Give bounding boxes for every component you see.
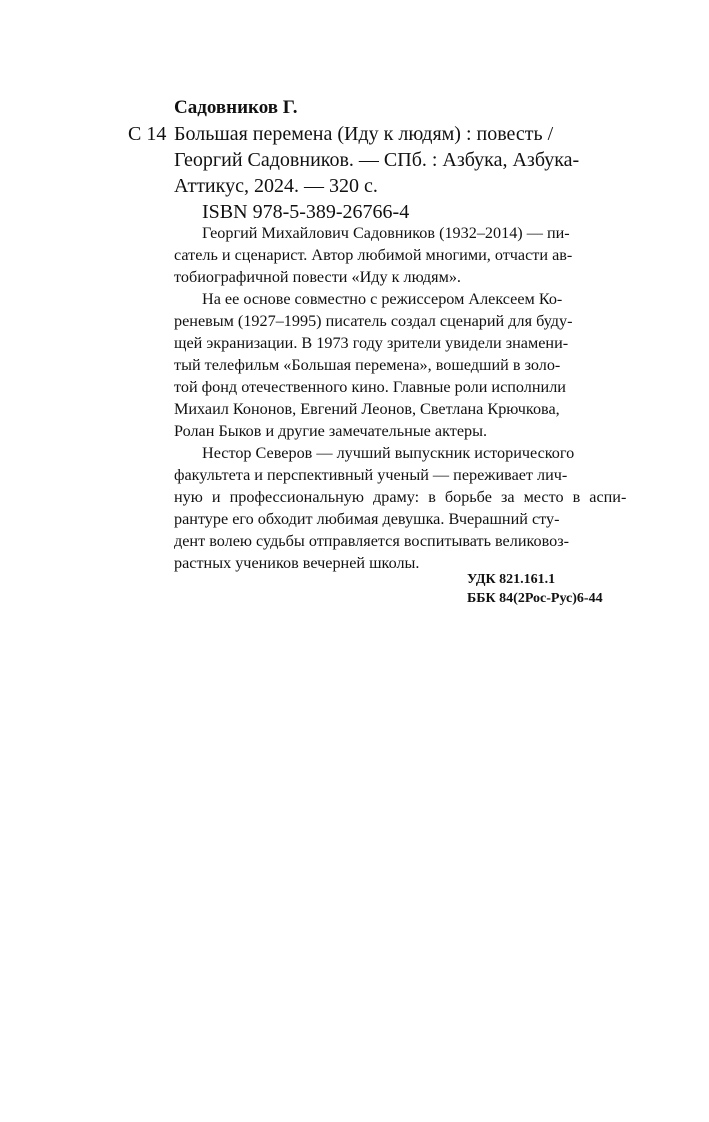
annotation-line: Нестор Северов — лучший выпускник исторического bbox=[202, 444, 575, 462]
annotation-line: Георгий Михайлович Садовников (1932–2014) — пи- bbox=[202, 224, 570, 242]
annotation-line: Михаил Кононов, Евгений Леонов, Светлана Крючкова, bbox=[174, 400, 560, 418]
annotation-line: реневым (1927–1995) писатель создал сценарий для буду- bbox=[174, 312, 573, 330]
annotation-line: щей экранизации. В 1973 году зрители увидели знамени- bbox=[174, 334, 569, 352]
title-line: Георгий Садовников. — СПб. : Азбука, Азбука- bbox=[174, 149, 580, 171]
title-line: Аттикус, 2024. — 320 с. bbox=[174, 175, 378, 197]
annotation-line: сатель и сценарист. Автор любимой многими, отчасти ав- bbox=[174, 246, 573, 264]
annotation-line: факультета и перспективный ученый — переживает лич- bbox=[174, 466, 568, 484]
annotation-line: Ролан Быков и другие замечательные актеры. bbox=[174, 422, 488, 440]
annotation-line: той фонд отечественного кино. Главные роли исполнили bbox=[174, 378, 566, 396]
annotation-line: тый телефильм «Большая перемена», вошедший в золо- bbox=[174, 356, 561, 374]
bbk-code: ББК 84(2Рос-Рус)6-44 bbox=[467, 591, 603, 606]
annotation-line: растных учеников вечерней школы. bbox=[174, 554, 420, 572]
author-mark: С 14 bbox=[128, 123, 167, 145]
udk-code: УДК 821.161.1 bbox=[467, 572, 556, 587]
annotation-line: На ее основе совместно с режиссером Алексеем Ко- bbox=[202, 290, 563, 308]
title-line: Большая перемена (Иду к людям) : повесть / bbox=[174, 123, 554, 145]
author-name: Садовников Г. bbox=[174, 97, 298, 118]
annotation-line: ную и профессиональную драму: в борьбе за место в аспи- bbox=[174, 488, 627, 506]
annotation-line: рантуре его обходит любимая девушка. Вчерашний сту- bbox=[174, 510, 560, 528]
annotation-line: тобиографичной повести «Иду к людям». bbox=[174, 268, 461, 286]
isbn: ISBN 978-5-389-26766-4 bbox=[202, 201, 410, 223]
annotation-line: дент волею судьбы отправляется воспитывать великовоз- bbox=[174, 532, 570, 550]
